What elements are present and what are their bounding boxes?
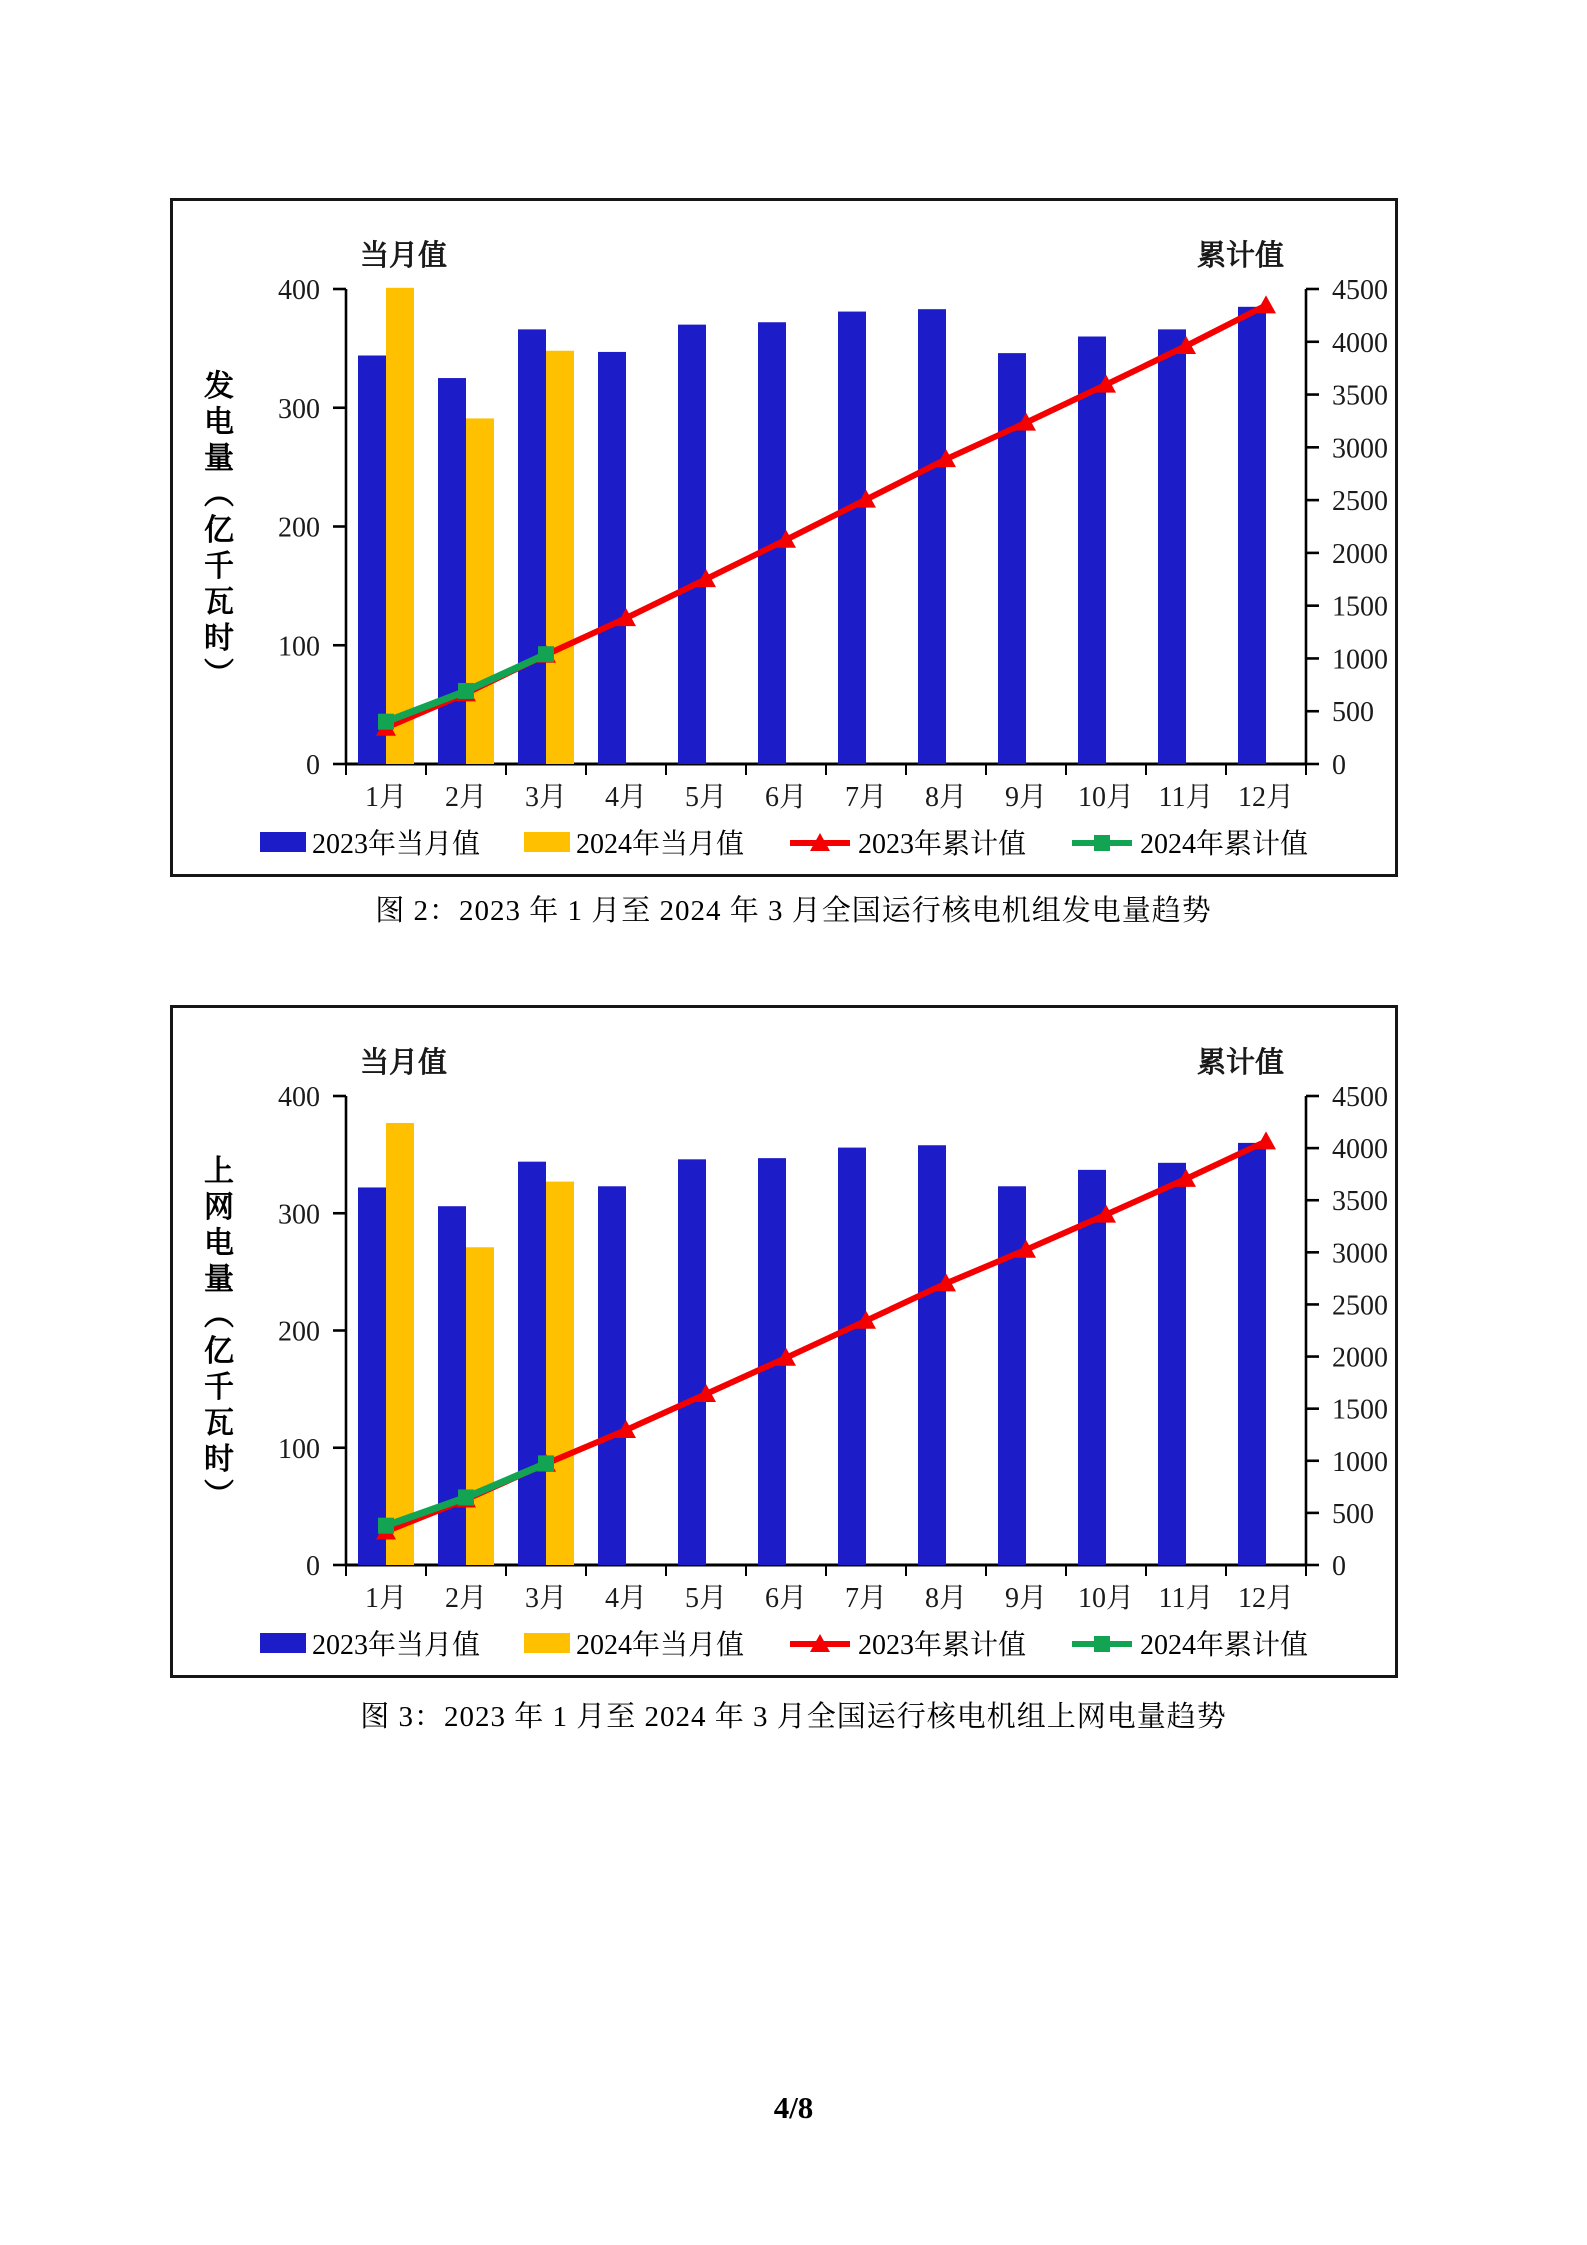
x-axis-month-label: 1月 (364, 782, 408, 813)
legend-label: 2023年当月值 (311, 1630, 480, 1661)
left-axis-tick-label: 0 (306, 1551, 320, 1582)
bar (466, 418, 494, 764)
right-axis-tick-label: 0 (1332, 750, 1346, 781)
triangle-marker (1256, 1131, 1276, 1149)
figure-generation-chart (170, 198, 1398, 877)
x-axis-month-label: 9月 (1004, 782, 1048, 813)
bar (1158, 1163, 1186, 1565)
x-axis-month-label: 3月 (524, 782, 568, 813)
left-axis-tick-label: 0 (306, 750, 320, 781)
square-marker (538, 646, 554, 662)
legend-item (524, 822, 744, 862)
right-axis-tick-label: 3500 (1332, 380, 1388, 412)
right-axis-tick-label: 2500 (1332, 486, 1388, 518)
legend-item (260, 1623, 480, 1663)
bar (998, 1186, 1026, 1565)
bar (1158, 329, 1186, 764)
legend-label: 2023年当月值 (311, 829, 480, 860)
chart-legend (173, 1623, 1395, 1663)
bar (838, 1148, 866, 1565)
right-axis-tick-label: 3000 (1332, 433, 1388, 465)
legend-item (1070, 822, 1308, 862)
right-axis (1306, 275, 1388, 781)
x-axis-month-label: 1月 (364, 1583, 408, 1614)
x-axis-month-label: 5月 (684, 1583, 728, 1614)
square-marker (538, 1455, 554, 1471)
bar (918, 309, 946, 764)
x-axis-month-label: 11月 (1158, 782, 1214, 813)
right-axis-tick-label: 2000 (1332, 1342, 1388, 1374)
legend-item (1070, 1623, 1308, 1663)
square-marker (458, 1489, 474, 1505)
x-axis-month-label: 2月 (444, 1583, 488, 1614)
figure-caption: 图 2：2023 年 1 月至 2024 年 3 月全国运行核电机组发电量趋势 (375, 895, 1212, 927)
right-axis-tick-label: 3000 (1332, 1238, 1388, 1270)
legend-label: 2024年当月值 (575, 829, 744, 860)
x-axis-month-label: 9月 (1004, 1583, 1048, 1614)
bar (838, 312, 866, 764)
right-axis-tick-label: 4500 (1332, 1082, 1388, 1113)
right-axis-tick-label: 500 (1332, 697, 1374, 729)
bar (546, 351, 574, 764)
legend-item (260, 822, 480, 862)
chart-legend (173, 822, 1395, 862)
right-axis-tick-label: 3500 (1332, 1186, 1388, 1218)
left-axis-tick-label: 200 (278, 512, 320, 544)
x-axis-month-label: 12月 (1237, 1583, 1295, 1614)
right-axis-tick-label: 2500 (1332, 1290, 1388, 1322)
bar (678, 1159, 706, 1565)
square-marker (378, 1518, 394, 1534)
bar (518, 1162, 546, 1565)
legend-line-triangle-swatch (788, 1631, 852, 1655)
square-marker (378, 714, 394, 730)
legend-label: 2023年累计值 (858, 829, 1027, 860)
legend-item (788, 822, 1026, 862)
x-axis (346, 764, 1306, 813)
bar (1238, 307, 1266, 764)
bar (1238, 1143, 1266, 1565)
ongrid-plot-canvas (173, 1008, 1395, 1675)
legend-line-square-swatch (1070, 830, 1134, 854)
legend-label: 2024年当月值 (575, 1630, 744, 1661)
legend-line-square-swatch (1070, 1631, 1134, 1655)
x-axis-month-label: 8月 (924, 782, 968, 813)
right-axis-tick-label: 500 (1332, 1498, 1374, 1530)
x-axis-month-label: 4月 (604, 1583, 648, 1614)
bar (518, 329, 546, 764)
left-axis-tick-label: 400 (278, 275, 320, 306)
monthly-value-label: 当月值 (360, 240, 448, 272)
left-axis-tick-label: 100 (278, 631, 320, 663)
bar (998, 353, 1026, 764)
bar (466, 1247, 494, 1565)
bar (598, 1186, 626, 1565)
left-axis-tick-label: 400 (278, 1082, 320, 1113)
bar (918, 1145, 946, 1565)
right-axis-tick-label: 1500 (1332, 1394, 1388, 1426)
generation-plot-canvas (173, 201, 1395, 874)
legend-bar-swatch (260, 1633, 306, 1653)
legend-bar-swatch (260, 832, 306, 852)
x-axis-month-label: 6月 (764, 782, 808, 813)
y-axis-title: 发电量（亿千瓦时） (199, 369, 232, 694)
cumulative-value-label: 累计值 (1196, 240, 1284, 272)
legend-label: 2024年累计值 (1140, 1630, 1309, 1661)
right-axis-tick-label: 4000 (1332, 1134, 1388, 1166)
legend-label: 2024年累计值 (1140, 829, 1309, 860)
right-axis-tick-label: 1500 (1332, 591, 1388, 623)
bar (598, 352, 626, 764)
left-axis-tick-label: 200 (278, 1316, 320, 1348)
x-axis-month-label: 12月 (1237, 782, 1295, 813)
bar (1078, 1170, 1106, 1565)
x-axis-month-label: 7月 (844, 1583, 888, 1614)
left-axis-tick-label: 300 (278, 1199, 320, 1231)
page-number: 4/8 (773, 2090, 814, 2125)
legend-bar-swatch (524, 1633, 570, 1653)
x-axis-month-label: 10月 (1077, 1583, 1135, 1614)
triangle-marker (1256, 295, 1276, 313)
legend-line-triangle-swatch (788, 830, 852, 854)
monthly-value-label: 当月值 (360, 1047, 448, 1079)
bar (678, 325, 706, 764)
square-marker (458, 683, 474, 699)
right-axis-tick-label: 1000 (1332, 1446, 1388, 1478)
right-axis-tick-label: 4000 (1332, 327, 1388, 359)
legend-item (524, 1623, 744, 1663)
cumulative-value-label: 累计值 (1196, 1047, 1284, 1079)
y-axis-title: 上网电量（亿千瓦时） (199, 1154, 232, 1515)
x-axis-month-label: 10月 (1077, 782, 1135, 813)
figure-ongrid-chart (170, 1005, 1398, 1678)
x-axis-month-label: 11月 (1158, 1583, 1214, 1614)
x-axis-month-label: 8月 (924, 1583, 968, 1614)
bar (386, 1123, 414, 1565)
right-axis-tick-label: 2000 (1332, 538, 1388, 570)
x-axis-month-label: 7月 (844, 782, 888, 813)
bar (358, 1187, 386, 1565)
x-axis (346, 1565, 1306, 1614)
x-axis-month-label: 2月 (444, 782, 488, 813)
legend-item (788, 1623, 1026, 1663)
bar (1078, 337, 1106, 765)
x-axis-month-label: 6月 (764, 1583, 808, 1614)
right-axis-tick-label: 4500 (1332, 275, 1388, 306)
bar (546, 1182, 574, 1565)
legend-label: 2023年累计值 (858, 1630, 1027, 1661)
figure-caption: 图 3：2023 年 1 月至 2024 年 3 月全国运行核电机组上网电量趋势 (360, 1701, 1227, 1733)
left-axis-tick-label: 300 (278, 393, 320, 425)
x-axis-month-label: 3月 (524, 1583, 568, 1614)
x-axis-month-label: 5月 (684, 782, 728, 813)
x-axis-month-label: 4月 (604, 782, 648, 813)
right-axis-tick-label: 0 (1332, 1551, 1346, 1582)
left-axis (278, 275, 346, 781)
legend-bar-swatch (524, 832, 570, 852)
bar (358, 356, 386, 765)
right-axis-tick-label: 1000 (1332, 644, 1388, 676)
left-axis (278, 1082, 346, 1582)
left-axis-tick-label: 100 (278, 1433, 320, 1465)
right-axis (1306, 1082, 1388, 1582)
bar (386, 288, 414, 764)
